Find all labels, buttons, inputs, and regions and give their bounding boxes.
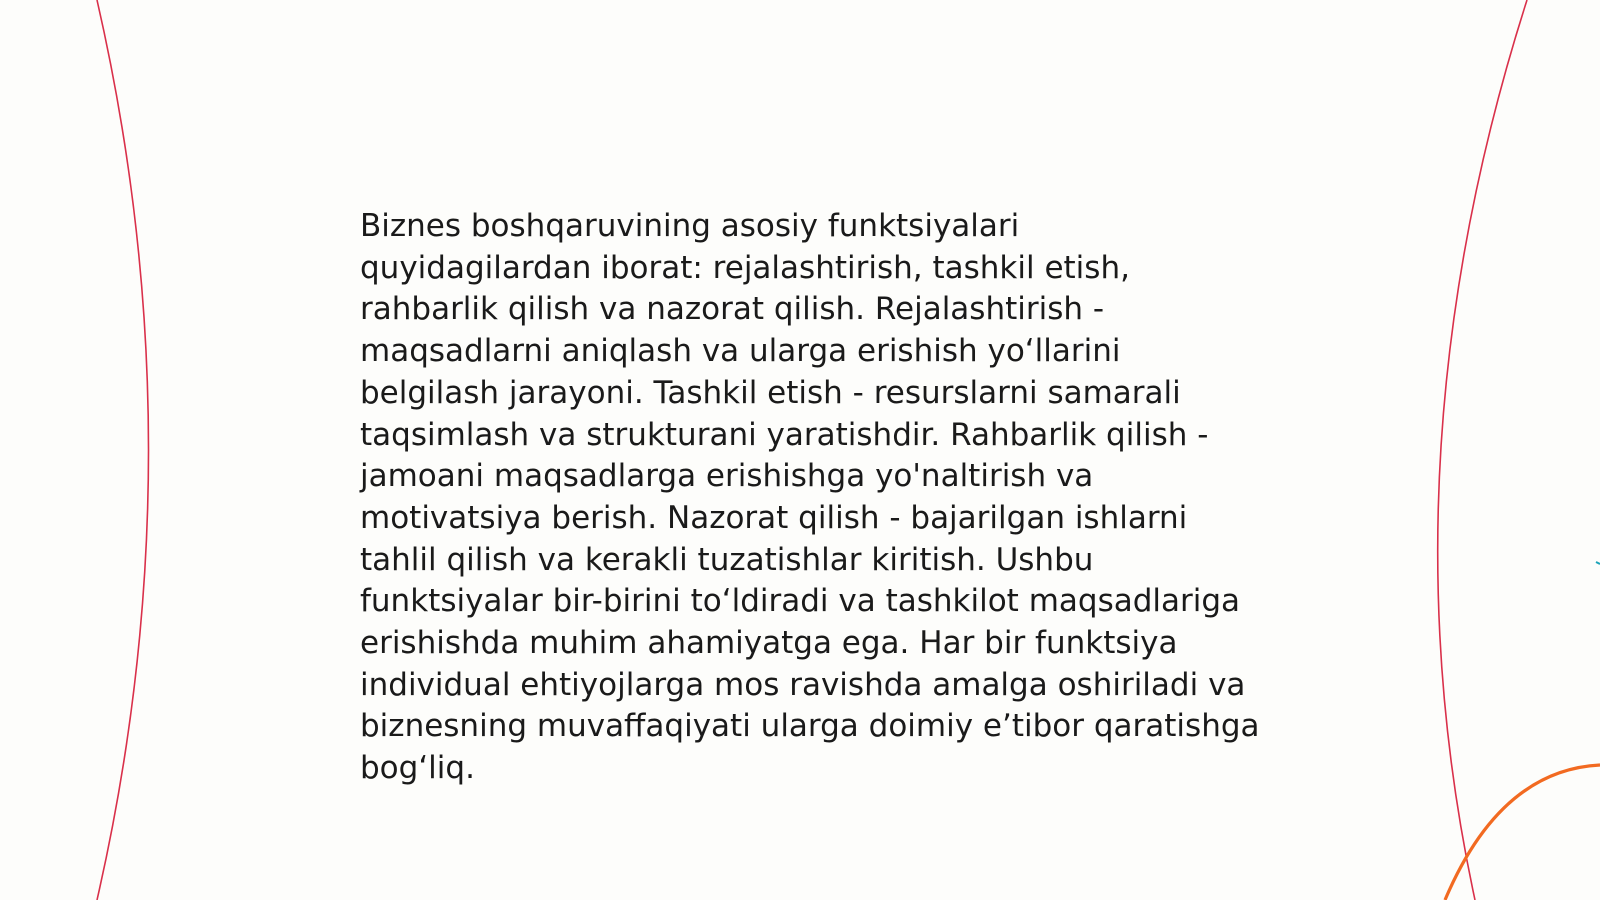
teal-mark (1596, 562, 1600, 564)
orange-arc (1445, 765, 1600, 900)
slide-body-text: Biznes boshqaruvining asosiy funktsiyalari quyidagilardan iborat: rejalashtirish, tashkil etish, rahbarlik qilish va nazorat qilish. Rejalashtirish - maqsadlarni aniqlash va ularga erishish yo‘llarini belgilash jarayoni. Tashkil etish - resurslarni samarali taqsimlash va strukturani yaratishdir. Rahbarlik qilish - jamoani maqsadlarga erishishga yo'naltirish va motivatsiya berish. Nazorat qilish - bajarilgan ishlarni tahlil qilish va kerakli tuzatishlar kiritish. Ushbu funktsiyalar bir-birini to‘ldiradi va tashkilot maqsadlariga erishishda muhim ahamiyatga ega. Har bir funktsiya individual ehtiyojlarga mos ravishda amalga oshiriladi va biznesning muvaffaqiyati ularga doimiy e’tibor qaratishga bog‘liq. (360, 208, 1260, 787)
left-curve (97, 0, 149, 900)
right-curve (1438, 0, 1527, 900)
